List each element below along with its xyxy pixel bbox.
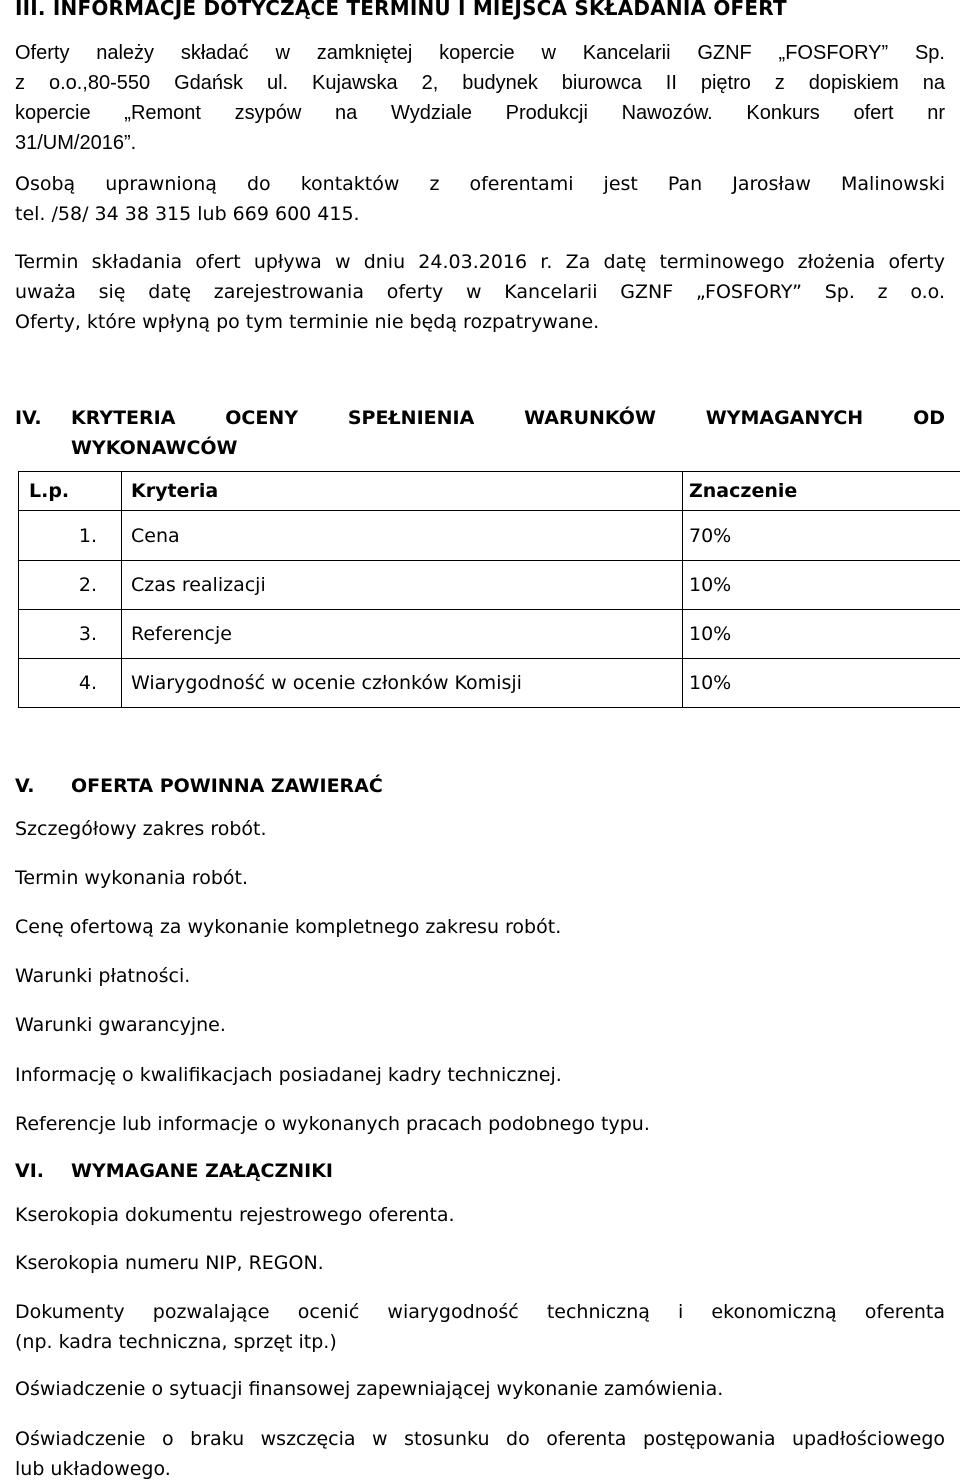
table-row <box>19 610 960 659</box>
section-iv-title-line: KRYTERIA OCENY SPEŁNIENIA WARUNKÓW WYMAGANYCH OD <box>71 403 945 433</box>
section-v-title <box>15 775 383 797</box>
section-iv-number: IV. <box>15 403 42 433</box>
cell-lp <box>19 659 122 708</box>
paragraph-line: uważa się datę zarejestrowania oferty w Kancelarii GZNF „FOSFORY” Sp. z o.o. <box>15 277 945 307</box>
table-row <box>19 659 960 708</box>
section-iv-title <box>71 403 945 463</box>
paragraph-line: kopercie „Remont zsypów na Wydziale Produkcji Nawozów. Konkurs ofert nr <box>15 98 945 128</box>
cell-lp <box>19 610 122 659</box>
list-item: Cenę ofertową za wykonanie kompletnego zakresu robót. <box>15 916 561 938</box>
list-item-multiline <box>15 1297 945 1357</box>
row-number: 4. <box>29 672 97 694</box>
criteria-table <box>18 471 960 708</box>
table-row <box>19 511 960 561</box>
cell-weight: 10% <box>683 610 960 659</box>
paragraph-line: Termin składania ofert upływa w dniu 24.03.2016 r. Za datę terminowego złożenia oferty <box>15 247 945 277</box>
section-v-title-text: OFERTA POWINNA ZAWIERAĆ <box>71 775 383 797</box>
row-number: 2. <box>29 574 97 596</box>
list-item: Referencje lub informacje o wykonanych pracach podobnego typu. <box>15 1113 650 1135</box>
list-item: Oświadczenie o sytuacji finansowej zapewniającej wykonanie zamówienia. <box>15 1378 723 1400</box>
section-vi-title <box>15 1160 333 1182</box>
paragraph-line: 31/UM/2016”. <box>15 128 945 158</box>
cell-criteria: Czas realizacji <box>122 561 683 610</box>
cell-criteria: Wiarygodność w ocenie członków Komisji <box>122 659 683 708</box>
paragraph-line: Oferty należy składać w zamkniętej kopercie w Kancelarii GZNF „FOSFORY” Sp. <box>15 38 945 68</box>
list-item-multiline <box>15 1424 945 1484</box>
list-item: Termin wykonania robót. <box>15 867 248 889</box>
list-item-line: Dokumenty pozwalające ocenić wiarygodność techniczną i ekonomiczną oferenta <box>15 1297 945 1327</box>
list-item: Szczegółowy zakres robót. <box>15 818 267 840</box>
section-iii-paragraph-1 <box>15 38 945 158</box>
list-item-line: lub układowego. <box>15 1454 945 1484</box>
section-iii-title: III. INFORMACJE DOTYCZĄCE TERMINU I MIEJSCA SKŁADANIA OFERT <box>15 0 787 20</box>
paragraph-line: Oferty, które wpłyną po tym terminie nie będą rozpatrywane. <box>15 307 945 337</box>
cell-criteria: Cena <box>122 511 683 561</box>
section-v-number: V. <box>15 775 71 797</box>
list-item-line: (np. kadra techniczna, sprzęt itp.) <box>15 1327 945 1357</box>
list-item: Informację o kwalifikacjach posiadanej kadry technicznej. <box>15 1064 562 1086</box>
row-number: 1. <box>29 525 97 547</box>
paragraph-line: z o.o.,80-550 Gdańsk ul. Kujawska 2, budynek biurowca II piętro z dopiskiem na <box>15 68 945 98</box>
list-item: Kserokopia dokumentu rejestrowego oferenta. <box>15 1204 455 1226</box>
list-item: Kserokopia numeru NIP, REGON. <box>15 1252 324 1274</box>
section-vi-title-text: WYMAGANE ZAŁĄCZNIKI <box>71 1160 333 1182</box>
section-iv-title-line: WYKONAWCÓW <box>71 433 945 463</box>
section-iii-paragraph-3 <box>15 247 945 337</box>
paragraph-line: Osobą uprawnioną do kontaktów z oferentami jest Pan Jarosław Malinowski <box>15 169 945 199</box>
row-number: 3. <box>29 623 97 645</box>
list-item: Warunki gwarancyjne. <box>15 1014 226 1036</box>
table-row <box>19 561 960 610</box>
list-item: Warunki płatności. <box>15 965 190 987</box>
cell-lp <box>19 561 122 610</box>
header-cell-weight: Znaczenie <box>683 472 960 511</box>
header-cell-lp: L.p. <box>19 472 122 511</box>
section-vi-number: VI. <box>15 1160 71 1182</box>
cell-weight: 70% <box>683 511 960 561</box>
table-header-row <box>19 472 960 511</box>
cell-weight: 10% <box>683 561 960 610</box>
header-cell-criteria: Kryteria <box>122 472 683 511</box>
list-item-line: Oświadczenie o braku wszczęcia w stosunku do oferenta postępowania upadłościowego <box>15 1424 945 1454</box>
cell-lp <box>19 511 122 561</box>
section-iii-paragraph-2 <box>15 169 945 229</box>
cell-weight: 10% <box>683 659 960 708</box>
paragraph-line: tel. /58/ 34 38 315 lub 669 600 415. <box>15 199 945 229</box>
cell-criteria: Referencje <box>122 610 683 659</box>
